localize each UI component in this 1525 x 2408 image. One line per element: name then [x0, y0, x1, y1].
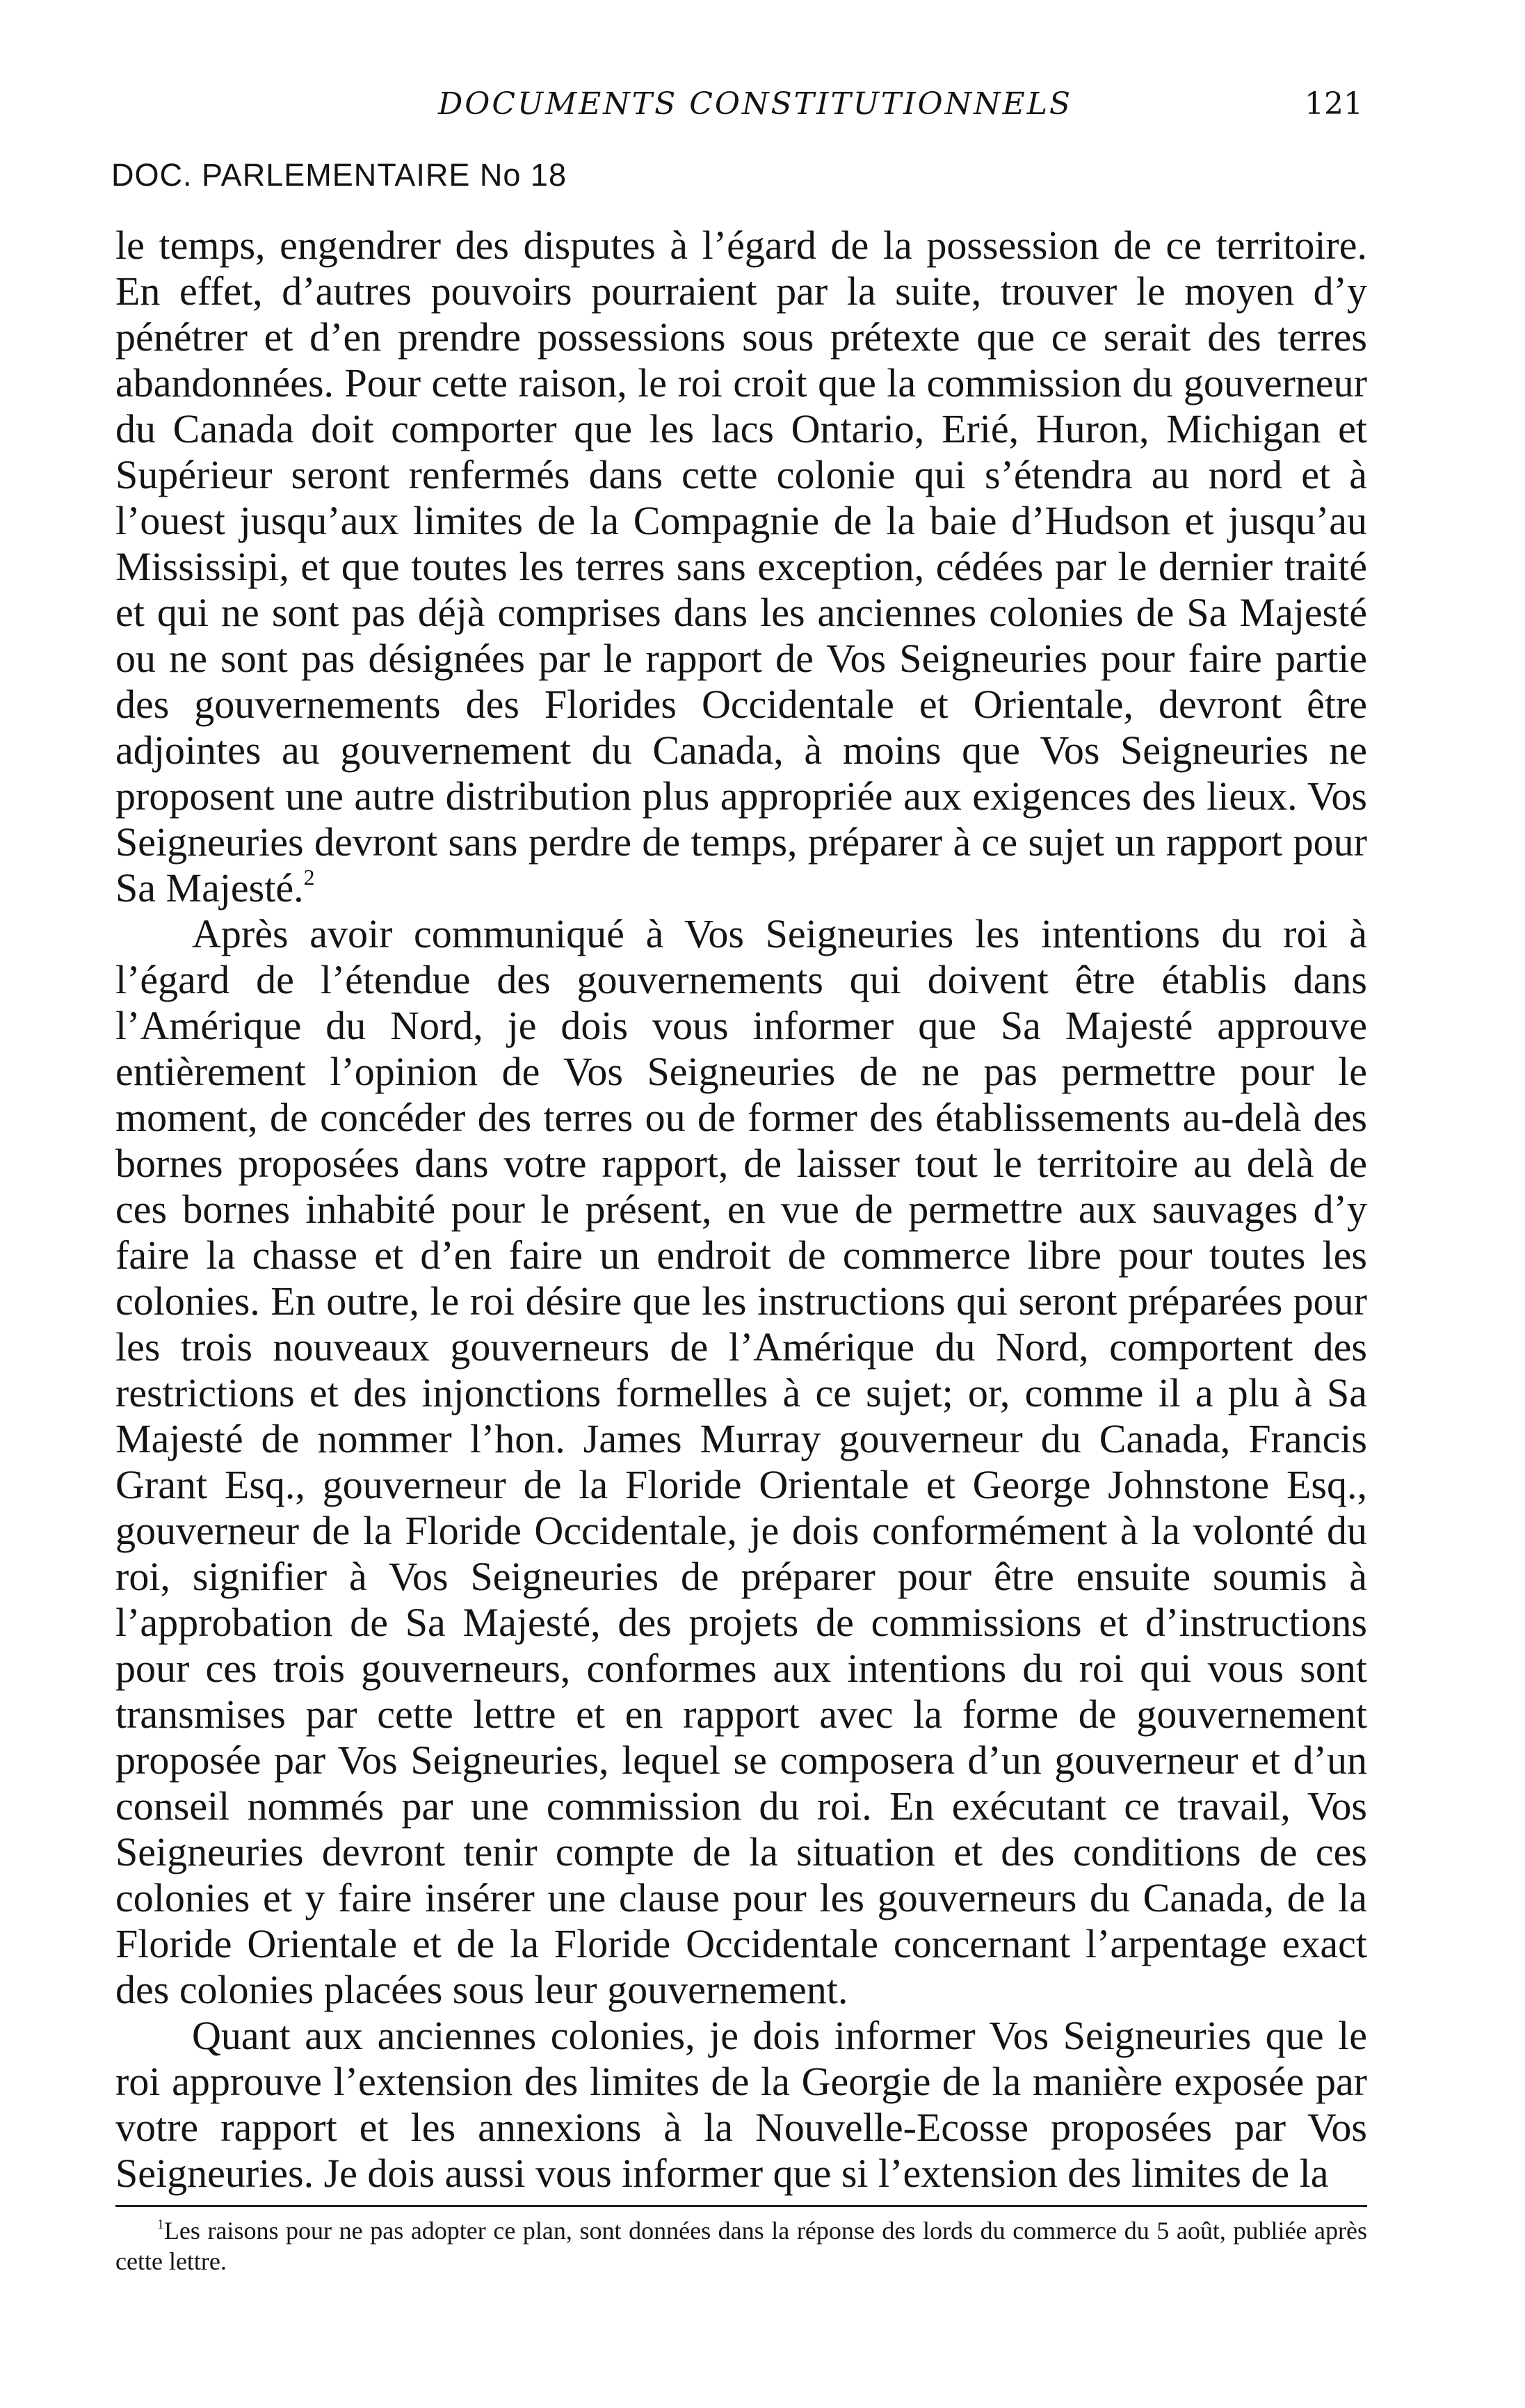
footnote-mark: 1 — [157, 2217, 164, 2233]
page-number: 121 — [1305, 86, 1363, 122]
running-title: DOCUMENTS CONSTITUTIONNELS — [438, 86, 1073, 122]
footnote-text: Les raisons pour ne pas adopter ce plan, sont données dans la réponse des lords du commerce du 5 août, publiée après cette lettre. — [115, 2217, 1367, 2275]
body-text — [115, 223, 1367, 2197]
paragraph-text: le temps, engendrer des disputes à l’égard de la possession de ce territoire. En effet, d’autres pouvoirs pourraient par la suite, trouver le moyen d’y pénétrer et d’en prendre possessions sous prétexte que ce serait des terres abandonnées. Pour cette raison, le roi croit que la commission du gouverneur du Canada doit comporter que les lacs Ontario, Erié, Huron, Michigan et Supérieur seront renfermés dans cette colonie qui s’étendra au nord et à l’ouest jusqu’aux limites de la Compagnie de la baie d’Hudson et jusqu’au Mississipi, et que toutes les terres sans exception, cédées par le dernier traité et qui ne sont pas déjà comprises dans les anciennes colonies de Sa Majesté ou ne sont pas désignées par le rapport de Vos Seigneuries pour faire partie des gouvernements des Florides Occidentale et Orientale, devront être adjointes au gouvernement du Canada, à moins que Vos Seigneuries ne proposent une autre distribution plus appropriée aux exigences des lieux. Vos Seigneuries devront sans perdre de temps, préparer à ce sujet un rapport pour Sa Majesté. — [115, 223, 1367, 910]
footnote-divider — [115, 2205, 1367, 2207]
running-header — [111, 77, 1363, 132]
footnote-reference: 2 — [303, 865, 315, 890]
document-id: DOC. PARLEMENTAIRE No 18 — [111, 157, 567, 193]
paragraph: Quant aux anciennes colonies, je dois informer Vos Seigneuries que le roi approuve l’extension des limites de la Georgie de la manière exposée par votre rapport et les annexions à la Nouvelle-Ecosse proposées par Vos Seigneuries. Je dois aussi vous informer que si l’extension des limites de la — [115, 2013, 1367, 2196]
footnote — [115, 2215, 1367, 2277]
paragraph: Après avoir communiqué à Vos Seigneuries les intentions du roi à l’égard de l’étendue des gouvernements qui doivent être établis dans l’Amérique du Nord, je dois vous informer que Sa Majesté approuve entièrement l’opinion de Vos Seigneuries de ne pas permettre pour le moment, de concéder des terres ou de former des établissements au-delà des bornes proposées dans votre rapport, de laisser tout le territoire au delà de ces bornes inhabité pour le présent, en vue de permettre aux sauvages d’y faire la chasse et d’en faire un endroit de commerce libre pour toutes les colonies. En outre, le roi désire que les instructions qui seront préparées pour les trois nouveaux gouverneurs de l’Amérique du Nord, comportent des restrictions et des injonctions formelles à ce sujet; or, comme il a plu à Sa Majesté de nommer l’hon. James Murray gouverneur du Canada, Francis Grant Esq., gouverneur de la Floride Orientale et George Johnstone Esq., gouverneur de la Floride Occidentale, je dois conformément à la volonté du roi, signifier à Vos Seigneuries de préparer pour être ensuite soumis à l’approbation de Sa Majesté, des projets de commissions et d’instructions pour ces trois gouverneurs, conformes aux intentions du roi qui vous sont transmises par cette lettre et en rapport avec la forme de gouvernement proposée par Vos Seigneuries, lequel se composera d’un gouverneur et d’un conseil nommés par une commission du roi. En exécutant ce travail, Vos Seigneuries devront tenir compte de la situation et des conditions de ces colonies et y faire insérer une clause pour les gouverneurs du Canada, de la Floride Orientale et de la Floride Occidentale concernant l’arpentage exact des colonies placées sous leur gouvernement. — [115, 911, 1367, 2012]
paragraph — [115, 223, 1367, 911]
